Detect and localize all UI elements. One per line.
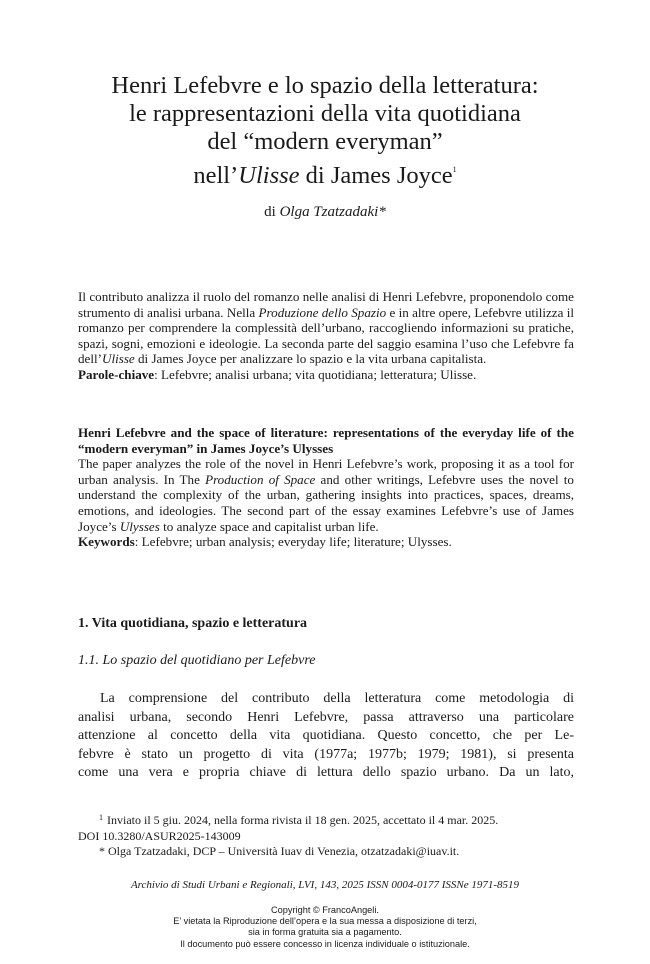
copyright-line: Il documento può essere concesso in licenza individuale o istituzionale. bbox=[180, 938, 470, 949]
keywords-english bbox=[78, 534, 574, 550]
body-line: come una vera e propria chiave di lettura dello spazio urbano. Da un lato, bbox=[78, 765, 574, 781]
title-text: di James Joyce bbox=[299, 162, 453, 189]
copyright-line: Copyright © FrancoAngeli. bbox=[271, 905, 379, 915]
body-line: attenzione al concetto della vita quotidiana. Questo concetto, che per Le- bbox=[78, 728, 574, 744]
abstract-italic: Ulysses bbox=[119, 518, 160, 534]
title-line bbox=[60, 156, 590, 190]
keywords-italian bbox=[78, 367, 574, 383]
author-line bbox=[0, 204, 650, 221]
title-line: Henri Lefebvre e lo spazio della letteratura: bbox=[111, 72, 539, 99]
keywords-label: Parole-chiave bbox=[78, 366, 155, 382]
abstract-english bbox=[78, 425, 574, 550]
abstract-text: e in altre opere, Lefebvre utilizza il romanzo per comprendere la complessità dell’urbano, raccogliendo informazioni su pratiche, spazi, sogni, emozioni e ideologie. La seconda parte del saggio esamina l’uso che Lefebvre fa dell’ bbox=[78, 304, 575, 367]
footnote-1 bbox=[78, 810, 578, 829]
footnote-number: 1 bbox=[99, 813, 103, 822]
author-name: Olga Tzatzadaki* bbox=[279, 204, 386, 220]
keywords-text: : Lefebvre; urban analysis; everyday life; literature; Ulysses. bbox=[134, 534, 452, 550]
footnote-marker: 1 bbox=[452, 165, 457, 174]
abstract-paragraph bbox=[78, 456, 574, 534]
section-heading: 1. Vita quotidiana, spazio e letteratura bbox=[78, 616, 308, 631]
body-line: analisi urbana, secondo Henri Lefebvre, passa attraverso una particolare bbox=[78, 709, 574, 725]
abstract-text: The paper analyzes the role of the novel in Henri Lefebvre’s work, proposing it as a tool for urban analysis. In The bbox=[78, 456, 574, 487]
keywords-label: Keywords bbox=[78, 534, 135, 550]
body-paragraph bbox=[78, 690, 574, 783]
keywords-text: : Lefebvre; analisi urbana; vita quotidiana; letteratura; Ulisse. bbox=[154, 366, 477, 382]
footnotes bbox=[78, 810, 578, 860]
copyright-line: E’ vietata la Riproduzione dell’opera e la sua messa a disposizione di terzi, bbox=[173, 916, 477, 927]
title-italic: Ulisse bbox=[238, 162, 300, 189]
abstract-text: to analyze space and capitalist urban life. bbox=[159, 518, 379, 534]
abstract-italic: Produzione dello Spazio bbox=[258, 304, 387, 320]
footnote-author: * Olga Tzatzadaki, DCP – Università Iuav di Venezia, otzatzadaki@iuav.it. bbox=[99, 844, 460, 859]
body-line: febvre è stato un progetto di vita (1977a; 1977b; 1979; 1981), si presenta bbox=[78, 746, 574, 762]
title-line: del “modern everyman” bbox=[207, 128, 443, 155]
subsection-heading: 1.1. Lo spazio del quotidiano per Lefebvre bbox=[78, 653, 316, 668]
copyright-notice bbox=[0, 905, 650, 950]
article-title bbox=[60, 72, 590, 190]
abstract-italian bbox=[78, 289, 574, 383]
author-prefix: di bbox=[264, 204, 280, 220]
copyright-line: sia in forma gratuita sia a pagamento. bbox=[248, 927, 402, 938]
abstract-text: Il contributo analizza il ruolo del romanzo nelle analisi di Henri Lefebvre, proponendolo come strumento di analisi urbana. Nella bbox=[78, 289, 574, 320]
abstract-text: and other writings, Lefebvre uses the novel to understand the complexity of the urban, gathering insights into practices, spaces, dreams, emotions, and ideologies. The second part of the essay examines Lefebvre’s use of James Joyce’s bbox=[78, 471, 574, 534]
abstract-italic: Production of Space bbox=[205, 471, 316, 487]
english-title: Henri Lefebvre and the space of literature: representations of the everyday life of the “modern everyman” in James Joyce’s Ulysses bbox=[78, 425, 574, 456]
abstract-italic: Ulisse bbox=[102, 351, 135, 367]
abstract-text: di James Joyce per analizzare lo spazio e la vita urbana capitalista. bbox=[134, 351, 487, 367]
body-line: La comprensione del contributo della letteratura come metodologia di bbox=[100, 691, 574, 706]
footnote-doi: DOI 10.3280/ASUR2025-143009 bbox=[78, 828, 241, 843]
footnote-text: Inviato il 5 giu. 2024, nella forma rivista il 18 gen. 2025, accettato il 4 mar. 2025. bbox=[107, 813, 499, 827]
title-line: le rappresentazioni della vita quotidiana bbox=[129, 100, 521, 127]
title-text: nell’ bbox=[193, 162, 239, 189]
journal-citation: Archivio di Studi Urbani e Regionali, LVI, 143, 2025 ISSN 0004-0177 ISSNe 1971-8519 bbox=[130, 879, 520, 891]
abstract-paragraph bbox=[78, 289, 574, 367]
